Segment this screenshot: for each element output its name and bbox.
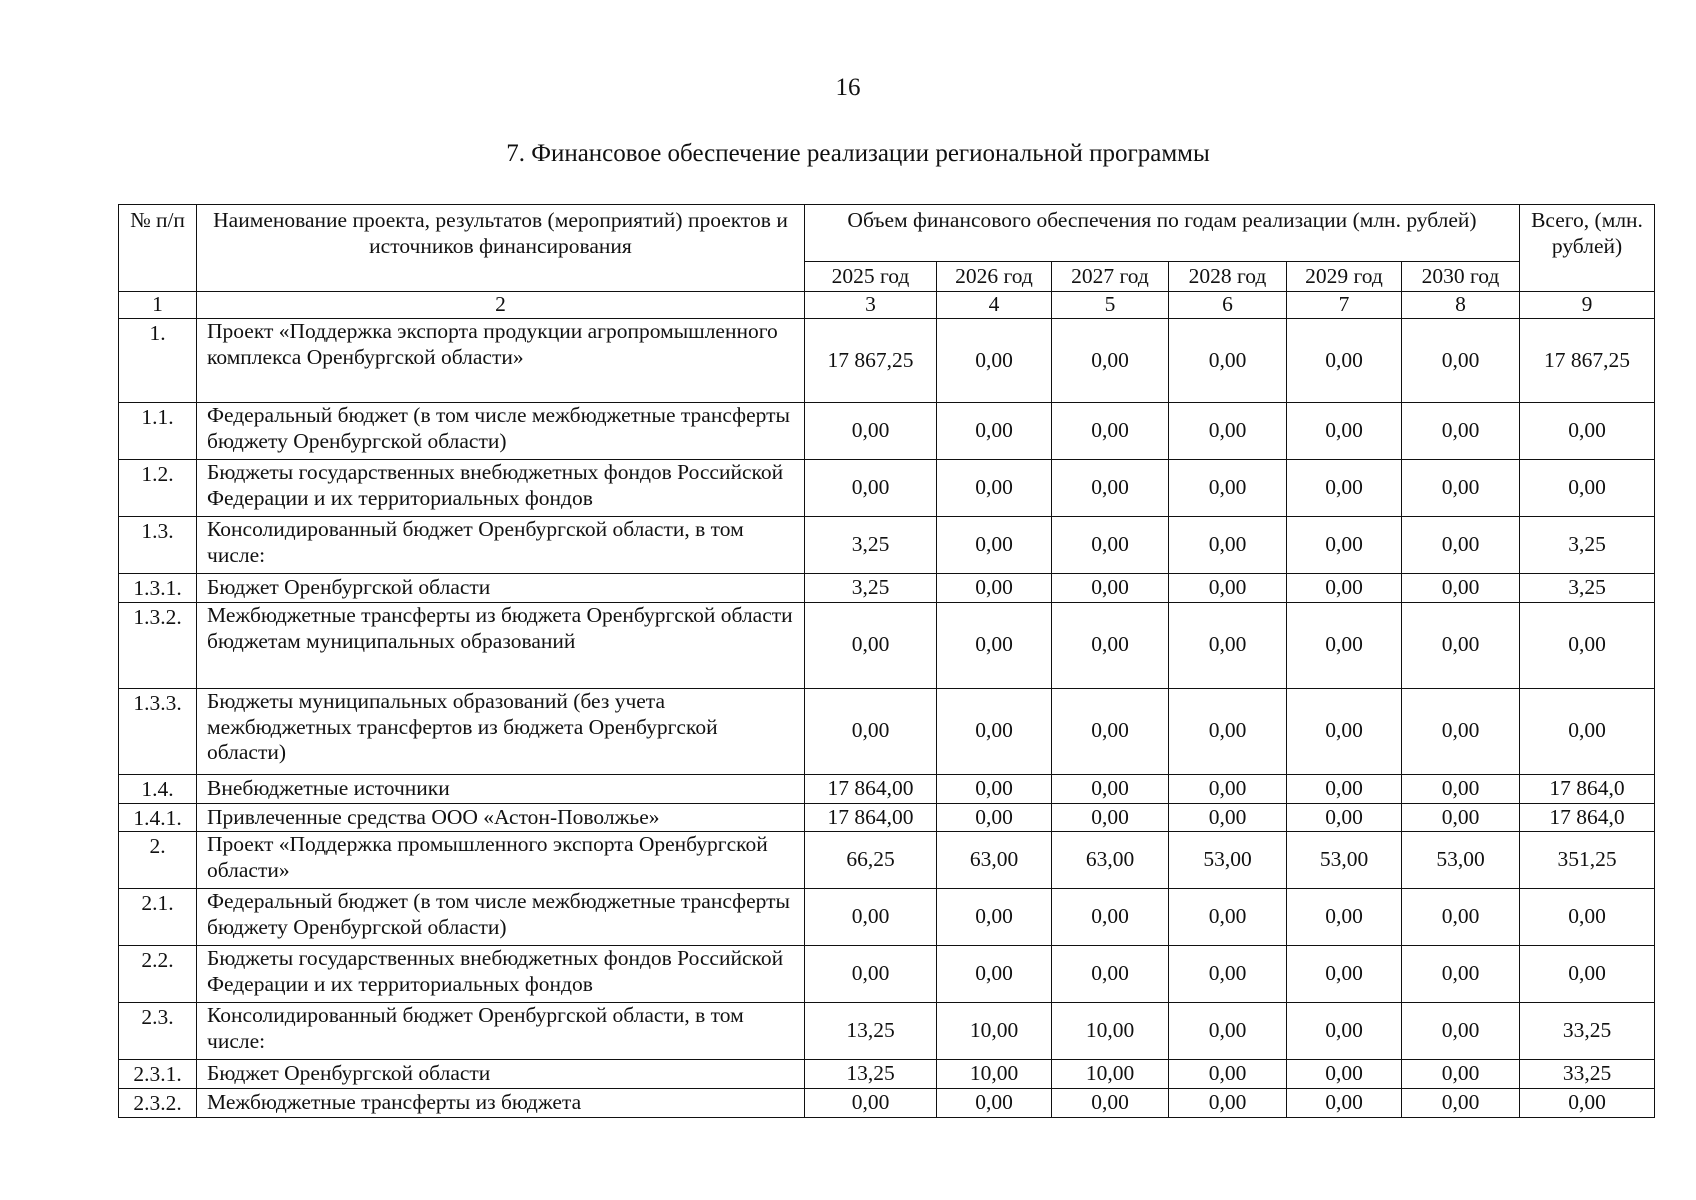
year-value-cell: 0,00: [805, 889, 937, 946]
year-value-cell: 0,00: [1169, 803, 1287, 832]
year-value-cell: 0,00: [805, 946, 937, 1003]
year-value-cell: 17 864,00: [805, 774, 937, 803]
header-name: Наименование проекта, результатов (мероприятий) проектов и источников финансирования: [197, 205, 805, 292]
section-title: 7. Финансовое обеспечение реализации региональной программы: [506, 140, 1210, 167]
year-value-cell: 0,00: [937, 946, 1052, 1003]
row-number: 1.2.: [119, 460, 197, 517]
year-value-cell: 10,00: [1052, 1060, 1169, 1089]
table-row: [119, 803, 1655, 832]
year-value-cell: 0,00: [937, 688, 1052, 774]
table-row: [119, 460, 1655, 517]
year-value-cell: 0,00: [937, 517, 1052, 574]
year-value-cell: 0,00: [1287, 574, 1402, 603]
year-value-cell: 10,00: [937, 1003, 1052, 1060]
year-value-cell: 3,25: [805, 517, 937, 574]
year-value-cell: 0,00: [1169, 1060, 1287, 1089]
table-row: [119, 832, 1655, 889]
total-value-cell: 0,00: [1520, 688, 1655, 774]
year-value-cell: 0,00: [1169, 889, 1287, 946]
year-value-cell: 0,00: [1052, 574, 1169, 603]
year-value-cell: 13,25: [805, 1060, 937, 1089]
table-row: [119, 1060, 1655, 1089]
year-value-cell: 13,25: [805, 1003, 937, 1060]
row-number: 2.3.: [119, 1003, 197, 1060]
row-name: Проект «Поддержка промышленного экспорта Оренбургской области»: [197, 832, 805, 889]
row-number: 2.: [119, 832, 197, 889]
year-value-cell: 0,00: [1052, 319, 1169, 403]
year-value-cell: 0,00: [937, 774, 1052, 803]
row-name: Консолидированный бюджет Оренбургской области, в том числе:: [197, 1003, 805, 1060]
year-value-cell: 0,00: [1169, 574, 1287, 603]
total-value-cell: 33,25: [1520, 1003, 1655, 1060]
table-row: [119, 517, 1655, 574]
row-number: 1.3.2.: [119, 602, 197, 688]
year-value-cell: 0,00: [1052, 1089, 1169, 1118]
total-value-cell: 17 864,0: [1520, 774, 1655, 803]
year-value-cell: 0,00: [1287, 774, 1402, 803]
year-value-cell: 63,00: [937, 832, 1052, 889]
year-value-cell: 0,00: [1287, 803, 1402, 832]
year-value-cell: 66,25: [805, 832, 937, 889]
year-value-cell: 0,00: [1287, 1089, 1402, 1118]
year-value-cell: 0,00: [1052, 517, 1169, 574]
year-value-cell: 0,00: [1287, 946, 1402, 1003]
year-value-cell: 0,00: [805, 688, 937, 774]
year-value-cell: 0,00: [937, 403, 1052, 460]
column-number: 3: [805, 292, 937, 319]
total-value-cell: 0,00: [1520, 946, 1655, 1003]
table-row: [119, 319, 1655, 403]
total-value-cell: 33,25: [1520, 1060, 1655, 1089]
year-value-cell: 0,00: [1402, 946, 1520, 1003]
year-value-cell: 0,00: [1169, 946, 1287, 1003]
header-total: Всего, (млн. рублей): [1520, 205, 1655, 292]
row-number: 1.3.: [119, 517, 197, 574]
year-value-cell: 0,00: [1169, 1089, 1287, 1118]
column-number: 5: [1052, 292, 1169, 319]
year-value-cell: 53,00: [1402, 832, 1520, 889]
year-value-cell: 0,00: [1402, 1060, 1520, 1089]
year-value-cell: 0,00: [1169, 517, 1287, 574]
table-row: [119, 889, 1655, 946]
total-value-cell: 351,25: [1520, 832, 1655, 889]
row-name: Федеральный бюджет (в том числе межбюджетные трансферты бюджету Оренбургской области): [197, 403, 805, 460]
column-number: 2: [197, 292, 805, 319]
column-number: 6: [1169, 292, 1287, 319]
total-value-cell: 0,00: [1520, 460, 1655, 517]
total-value-cell: 0,00: [1520, 1089, 1655, 1118]
year-value-cell: 0,00: [1402, 803, 1520, 832]
year-value-cell: 0,00: [1402, 574, 1520, 603]
column-number-row: [119, 292, 1655, 319]
row-name: Федеральный бюджет (в том числе межбюджетные трансферты бюджету Оренбургской области): [197, 889, 805, 946]
row-name: Межбюджетные трансферты из бюджета: [197, 1089, 805, 1118]
column-number: 8: [1402, 292, 1520, 319]
total-value-cell: 0,00: [1520, 889, 1655, 946]
year-value-cell: 3,25: [805, 574, 937, 603]
row-number: 1.4.1.: [119, 803, 197, 832]
year-value-cell: 0,00: [1402, 1089, 1520, 1118]
year-value-cell: 0,00: [1052, 946, 1169, 1003]
year-value-cell: 0,00: [1169, 403, 1287, 460]
year-value-cell: 0,00: [1052, 403, 1169, 460]
table-row: [119, 1003, 1655, 1060]
header-number: № п/п: [119, 205, 197, 292]
total-value-cell: 3,25: [1520, 517, 1655, 574]
table-body: [119, 319, 1655, 1118]
table-row: [119, 403, 1655, 460]
year-value-cell: 0,00: [937, 460, 1052, 517]
year-value-cell: 0,00: [1287, 319, 1402, 403]
year-value-cell: 53,00: [1169, 832, 1287, 889]
year-value-cell: 0,00: [1402, 403, 1520, 460]
year-value-cell: 0,00: [1402, 460, 1520, 517]
year-value-cell: 0,00: [805, 1089, 937, 1118]
year-value-cell: 0,00: [1052, 688, 1169, 774]
year-value-cell: 0,00: [1052, 460, 1169, 517]
header-year: 2026 год: [937, 262, 1052, 292]
row-number: 2.1.: [119, 889, 197, 946]
row-name: Бюджет Оренбургской области: [197, 1060, 805, 1089]
year-value-cell: 0,00: [1402, 1003, 1520, 1060]
year-value-cell: 0,00: [1169, 1003, 1287, 1060]
row-number: 2.3.2.: [119, 1089, 197, 1118]
column-number: 7: [1287, 292, 1402, 319]
year-value-cell: 0,00: [1287, 1060, 1402, 1089]
column-number: 4: [937, 292, 1052, 319]
year-value-cell: 0,00: [805, 403, 937, 460]
total-value-cell: 0,00: [1520, 403, 1655, 460]
year-value-cell: 53,00: [1287, 832, 1402, 889]
row-name: Межбюджетные трансферты из бюджета Оренбургской области бюджетам муниципальных образований: [197, 602, 805, 688]
year-value-cell: 17 867,25: [805, 319, 937, 403]
row-name: Бюджеты государственных внебюджетных фондов Российской Федерации и их территориальных фондов: [197, 460, 805, 517]
year-value-cell: 17 864,00: [805, 803, 937, 832]
header-year: 2029 год: [1287, 262, 1402, 292]
row-number: 1.4.: [119, 774, 197, 803]
row-name: Бюджеты муниципальных образований (без учета межбюджетных трансфертов из бюджета Оренбургской области): [197, 688, 805, 774]
row-name: Консолидированный бюджет Оренбургской области, в том числе:: [197, 517, 805, 574]
financing-table: [118, 204, 1655, 1118]
year-value-cell: 0,00: [1169, 688, 1287, 774]
year-value-cell: 0,00: [1169, 319, 1287, 403]
header-year: 2027 год: [1052, 262, 1169, 292]
row-number: 1.3.1.: [119, 574, 197, 603]
table-row: [119, 774, 1655, 803]
year-value-cell: 0,00: [1052, 803, 1169, 832]
year-value-cell: 63,00: [1052, 832, 1169, 889]
year-value-cell: 0,00: [1287, 517, 1402, 574]
row-name: Внебюджетные источники: [197, 774, 805, 803]
year-value-cell: 0,00: [1402, 319, 1520, 403]
year-value-cell: 0,00: [937, 574, 1052, 603]
header-year: 2028 год: [1169, 262, 1287, 292]
year-value-cell: 0,00: [1287, 403, 1402, 460]
total-value-cell: 17 867,25: [1520, 319, 1655, 403]
year-value-cell: 0,00: [1169, 460, 1287, 517]
year-value-cell: 0,00: [937, 602, 1052, 688]
total-value-cell: 17 864,0: [1520, 803, 1655, 832]
year-value-cell: 0,00: [1052, 889, 1169, 946]
year-value-cell: 0,00: [1287, 688, 1402, 774]
header-year: 2025 год: [805, 262, 937, 292]
year-value-cell: 0,00: [1052, 774, 1169, 803]
year-value-cell: 10,00: [1052, 1003, 1169, 1060]
row-name: Бюджет Оренбургской области: [197, 574, 805, 603]
row-name: Проект «Поддержка экспорта продукции агропромышленного комплекса Оренбургской области»: [197, 319, 805, 403]
page-number: 16: [835, 74, 861, 101]
table-row: [119, 1089, 1655, 1118]
year-value-cell: 0,00: [1287, 460, 1402, 517]
year-value-cell: 0,00: [1169, 602, 1287, 688]
year-value-cell: 0,00: [1052, 602, 1169, 688]
table-row: [119, 602, 1655, 688]
total-value-cell: 3,25: [1520, 574, 1655, 603]
row-number: 1.1.: [119, 403, 197, 460]
row-number: 1.3.3.: [119, 688, 197, 774]
year-value-cell: 0,00: [1287, 889, 1402, 946]
row-number: 2.3.1.: [119, 1060, 197, 1089]
column-number: 9: [1520, 292, 1655, 319]
row-number: 2.2.: [119, 946, 197, 1003]
table-row: [119, 574, 1655, 603]
row-name: Бюджеты государственных внебюджетных фондов Российской Федерации и их территориальных фондов: [197, 946, 805, 1003]
row-number: 1.: [119, 319, 197, 403]
year-value-cell: 0,00: [937, 319, 1052, 403]
year-value-cell: 0,00: [1169, 774, 1287, 803]
year-value-cell: 0,00: [805, 460, 937, 517]
total-value-cell: 0,00: [1520, 602, 1655, 688]
table-row: [119, 946, 1655, 1003]
year-value-cell: 0,00: [1402, 889, 1520, 946]
year-value-cell: 10,00: [937, 1060, 1052, 1089]
year-value-cell: 0,00: [937, 889, 1052, 946]
year-value-cell: 0,00: [1402, 688, 1520, 774]
column-number: 1: [119, 292, 197, 319]
year-value-cell: 0,00: [1287, 602, 1402, 688]
year-value-cell: 0,00: [1402, 602, 1520, 688]
year-value-cell: 0,00: [1402, 774, 1520, 803]
year-value-cell: 0,00: [937, 803, 1052, 832]
header-volume: Объем финансового обеспечения по годам реализации (млн. рублей): [805, 205, 1520, 262]
table-row: [119, 688, 1655, 774]
year-value-cell: 0,00: [937, 1089, 1052, 1118]
row-name: Привлеченные средства ООО «Астон-Поволжье»: [197, 803, 805, 832]
year-value-cell: 0,00: [1287, 1003, 1402, 1060]
year-value-cell: 0,00: [1402, 517, 1520, 574]
year-value-cell: 0,00: [805, 602, 937, 688]
header-year: 2030 год: [1402, 262, 1520, 292]
